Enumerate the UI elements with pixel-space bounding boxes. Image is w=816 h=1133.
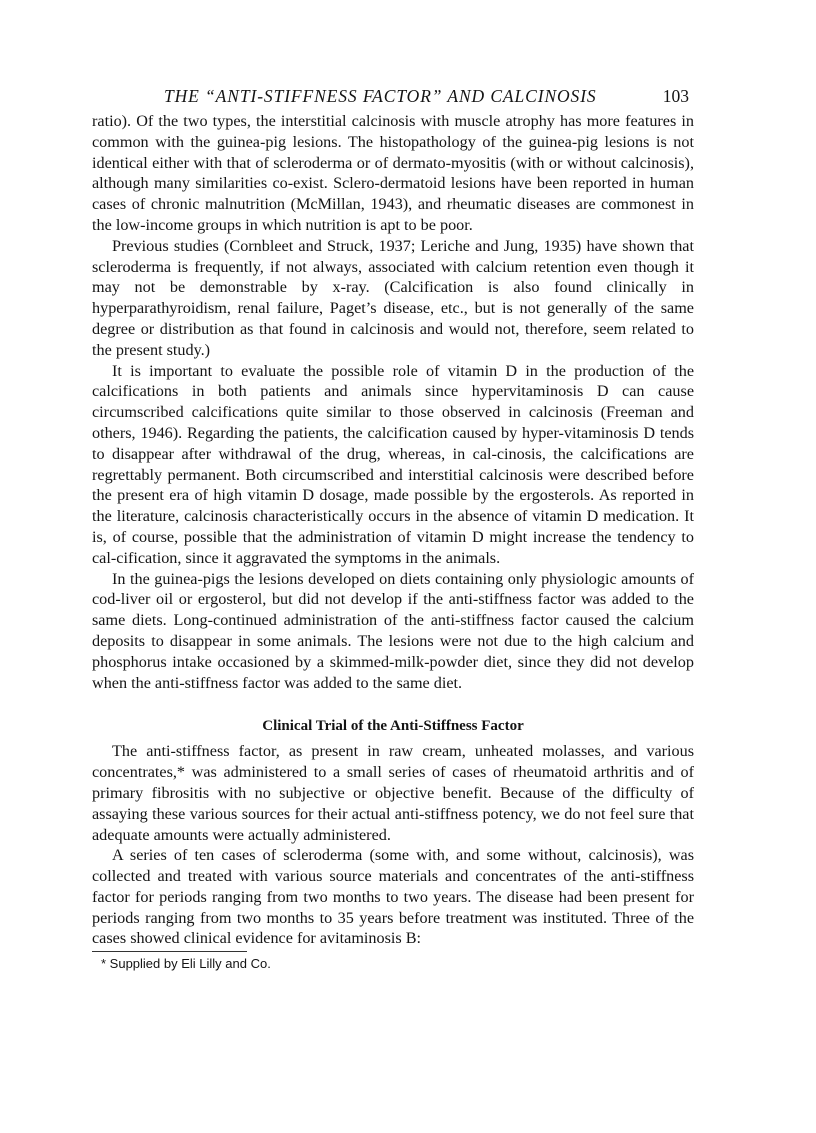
- running-title: THE “ANTI-STIFFNESS FACTOR” AND CALCINOSIS: [164, 86, 597, 106]
- paragraph: It is important to evaluate the possible role of vitamin D in the production of the calcifications in both patients and animals since hypervitaminosis D can cause circumscribed calcifications quite similar to those observed in calcinosis (Freeman and others, 1946). Regarding the patients, the calcification caused by hyper-vitaminosis D tends to disappear after withdrawal of the drug, whereas, in cal-cinosis, the calcifications are regrettably permanent. Both circumscribed and interstitial calcinosis were described before the present era of high vitamin D dosage, made possible by the ergosterols. As reported in the literature, calcinosis characteristically occurs in the absence of vitamin D medication. It is, of course, possible that the administration of vitamin D might increase the tendency to cal-cification, since it aggravated the symptoms in the animals.: [92, 361, 694, 567]
- running-head: [92, 86, 694, 112]
- paragraph: Previous studies (Cornbleet and Struck, 1937; Leriche and Jung, 1935) have shown that scleroderma is frequently, if not always, associated with calcium retention even though it may not be demonstrable by x-ray. (Calcification is also found clinically in hyperparathyroidism, renal failure, Paget’s disease, etc., but is not generally of the same degree or distribution as that found in calcinosis and would not, therefore, seem related to the present study.): [92, 236, 694, 359]
- paragraph: A series of ten cases of scleroderma (some with, and some without, calcinosis), was collected and treated with various source materials and concentrates of the anti-stiffness factor for periods ranging from two months to two years. The disease had been present for periods ranging from two months to 35 years before treatment was instituted. Three of the cases showed clinical evidence for avitaminosis B:: [92, 846, 694, 948]
- footnote-rule: [92, 951, 247, 952]
- body-text: [92, 111, 694, 949]
- paragraph: The anti-stiffness factor, as present in raw cream, unheated molasses, and various concentrates,* was administered to a small series of cases of rheumatoid arthritis and of primary fibrositis with no subjective or objective benefit. Because of the difficulty of assaying these various sources for their actual anti-stiffness potency, we do not feel sure that adequate amounts were actually administered.: [92, 742, 694, 844]
- section-heading: Clinical Trial of the Anti-Stiffness Factor: [262, 718, 524, 735]
- page: [92, 86, 694, 971]
- paragraph: In the guinea-pigs the lesions developed on diets containing only physiologic amounts of cod-liver oil or ergosterol, but did not develop if the anti-stiffness factor was added to the same diets. Long-continued administration of the anti-stiffness factor caused the calcium deposits to disappear in some animals. The lesions were not due to the high calcium and phosphorus intake occasioned by a skimmed-milk-powder diet, since they did not develop when the anti-stiffness factor was added to the same diet.: [92, 569, 694, 692]
- footnote: * Supplied by Eli Lilly and Co.: [101, 956, 271, 972]
- page-number: 103: [662, 86, 689, 106]
- paragraph-continued: ratio). Of the two types, the interstitial calcinosis with muscle atrophy has more features in common with the guinea-pig lesions. The histopathology of the guinea-pig lesions is not identical either with that of scleroderma or of dermato-myositis (with or without calcinosis), although many similarities co-exist. Sclero-dermatoid lesions have been reported in human cases of chronic malnutrition (McMillan, 1943), and rheumatic diseases are commonest in the low-income groups in which nutrition is apt to be poor.: [92, 112, 694, 234]
